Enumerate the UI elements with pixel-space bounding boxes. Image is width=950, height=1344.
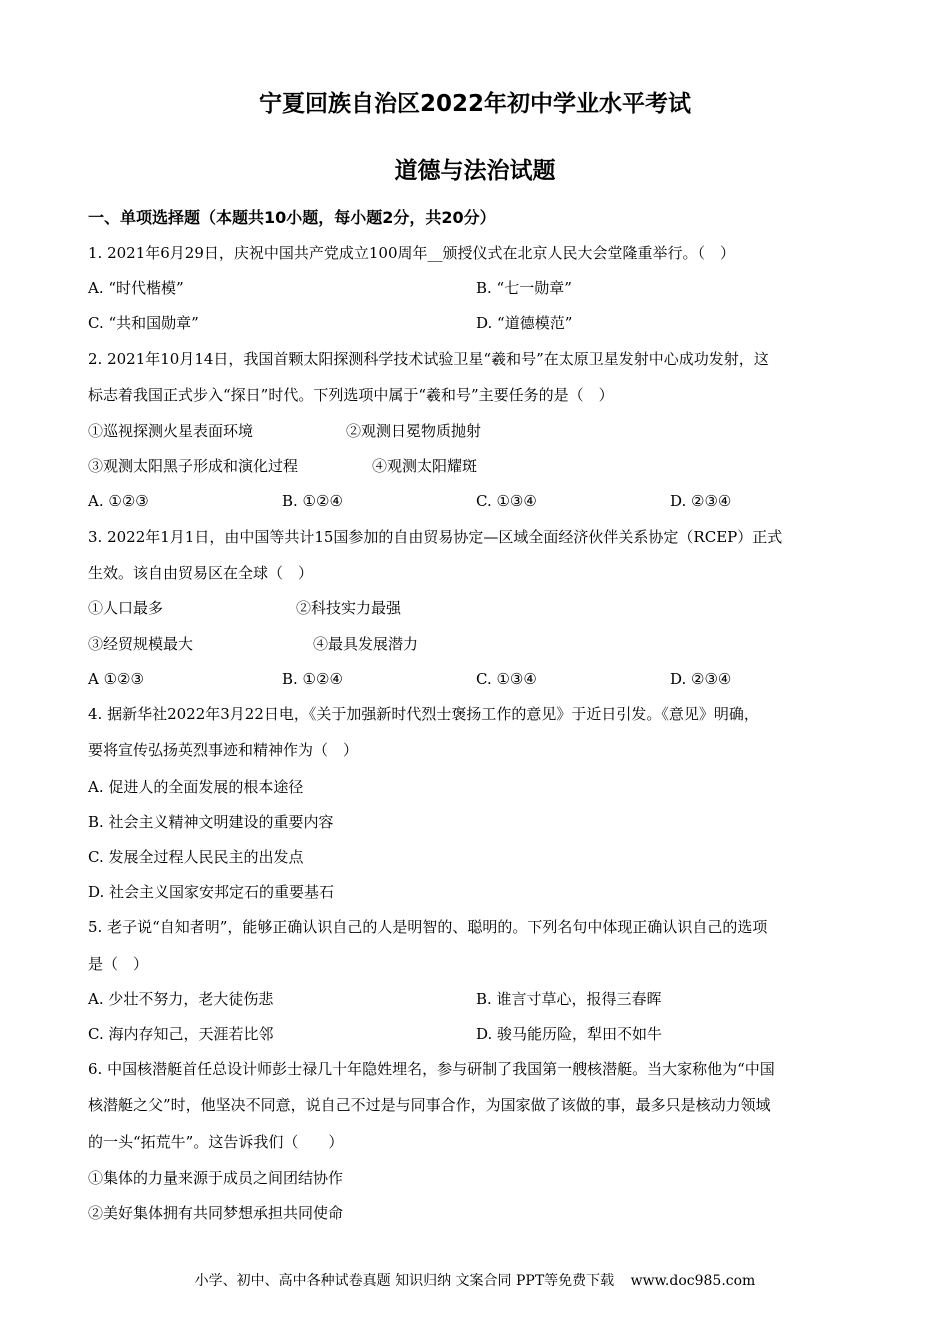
question-4-option-b: B. 社会主义精神文明建设的重要内容 xyxy=(88,813,334,831)
question-6-stem-line-1: 6. 中国核潜艇首任总设计师彭士禄几十年隐姓埋名，参与研制了我国第一艘核潜艇。当大家称他为“中国 xyxy=(88,1060,775,1078)
question-3-item-1: ①人口最多 xyxy=(88,599,164,617)
question-2-item-1: ①巡视探测火星表面环境 xyxy=(88,422,254,440)
question-2-stem-line-2: 标志着我国正式步入“探日”时代。下列选项中属于“羲和号”主要任务的是（ ） xyxy=(88,386,614,404)
question-6-item-1: ①集体的力量来源于成员之间团结协作 xyxy=(88,1169,344,1187)
question-4-option-c: C. 发展全过程人民民主的出发点 xyxy=(88,848,304,866)
question-3-option-b: B. ①②④ xyxy=(282,670,343,688)
question-3-option-a: A ①②③ xyxy=(88,670,144,688)
question-3-option-d: D. ②③④ xyxy=(670,670,732,688)
question-2-item-2: ②观测日冕物质抛射 xyxy=(346,422,482,440)
question-4-stem-line-1: 4. 据新华社2022年3月22日电，《关于加强新时代烈士褒扬工作的意见》于近日引发。《意见》明确， xyxy=(88,705,759,723)
question-5-stem-line-1: 5. 老子说“自知者明”，能够正确认识自己的人是明智的、聪明的。下列名句中体现正确认识自己的选项 xyxy=(88,918,768,936)
question-3-item-2: ②科技实力最强 xyxy=(296,599,402,617)
question-5-option-d: D. 骏马能历险，犁田不如牛 xyxy=(476,1025,663,1043)
exam-title: 宁夏回族自治区2022年初中学业水平考试 xyxy=(258,91,691,117)
question-5-stem-line-2: 是（ ） xyxy=(88,955,149,973)
question-5-option-b: B. 谁言寸草心，报得三春晖 xyxy=(476,990,662,1008)
footer-link[interactable]: www.doc985.com xyxy=(630,1273,756,1289)
question-5-option-c: C. 海内存知己，天涯若比邻 xyxy=(88,1025,274,1043)
exam-subtitle: 道德与法治试题 xyxy=(394,158,556,184)
question-2-option-b: B. ①②④ xyxy=(282,492,343,510)
question-3-stem-line-2: 生效。该自由贸易区在全球（ ） xyxy=(88,564,314,582)
section-heading: 一、单项选择题（本题共10小题，每小题2分，共20分） xyxy=(88,208,496,227)
question-2-option-d: D. ②③④ xyxy=(670,492,732,510)
question-2-item-3: ③观测太阳黑子形成和演化过程 xyxy=(88,457,299,475)
question-3-option-c: C. ①③④ xyxy=(476,670,537,688)
question-2-option-a: A. ①②③ xyxy=(88,492,149,510)
question-6-stem-line-2: 核潜艇之父”时，他坚决不同意，说自己不过是与同事合作，为国家做了该做的事，最多只是核动力领域 xyxy=(88,1096,771,1114)
question-1-option-b: B. “七一勋章” xyxy=(476,279,572,297)
question-1-option-d: D. “道德模范” xyxy=(476,314,573,332)
footer xyxy=(0,1270,950,1290)
question-3-item-4: ④最具发展潜力 xyxy=(313,635,419,653)
question-4-option-a: A. 促进人的全面发展的根本途径 xyxy=(88,778,304,796)
question-2-option-c: C. ①③④ xyxy=(476,492,537,510)
question-3-item-3: ③经贸规模最大 xyxy=(88,635,194,653)
question-2-stem-line-1: 2. 2021年10月14日，我国首颗太阳探测科学技术试验卫星“羲和号”在太原卫星发射中心成功发射，这 xyxy=(88,350,769,368)
question-4-option-d: D. 社会主义国家安邦定石的重要基石 xyxy=(88,883,335,901)
question-1-option-a: A. “时代楷模” xyxy=(88,279,184,297)
question-6-item-2: ②美好集体拥有共同梦想承担共同使命 xyxy=(88,1204,344,1222)
question-5-option-a: A. 少壮不努力，老大徒伤悲 xyxy=(88,990,274,1008)
question-1-option-c: C. “共和国勋章” xyxy=(88,314,199,332)
question-2-item-4: ④观测太阳耀斑 xyxy=(372,457,478,475)
question-4-stem-line-2: 要将宣传弘扬英烈事迹和精神作为（ ） xyxy=(88,741,359,759)
question-1-stem: 1. 2021年6月29日，庆祝中国共产党成立100周年__颁授仪式在北京人民大会堂隆重举行。（ ） xyxy=(88,244,736,262)
question-3-stem-line-1: 3. 2022年1月1日，由中国等共计15国参加的自由贸易协定—区域全面经济伙伴关系协定（RCEP）正式 xyxy=(88,528,783,546)
footer-text: 小学、初中、高中各种试卷真题 知识归纳 文案合同 PPT等免费下载 xyxy=(194,1273,615,1289)
question-6-stem-line-3: 的一头“拓荒牛”。这告诉我们（ ） xyxy=(88,1133,344,1151)
